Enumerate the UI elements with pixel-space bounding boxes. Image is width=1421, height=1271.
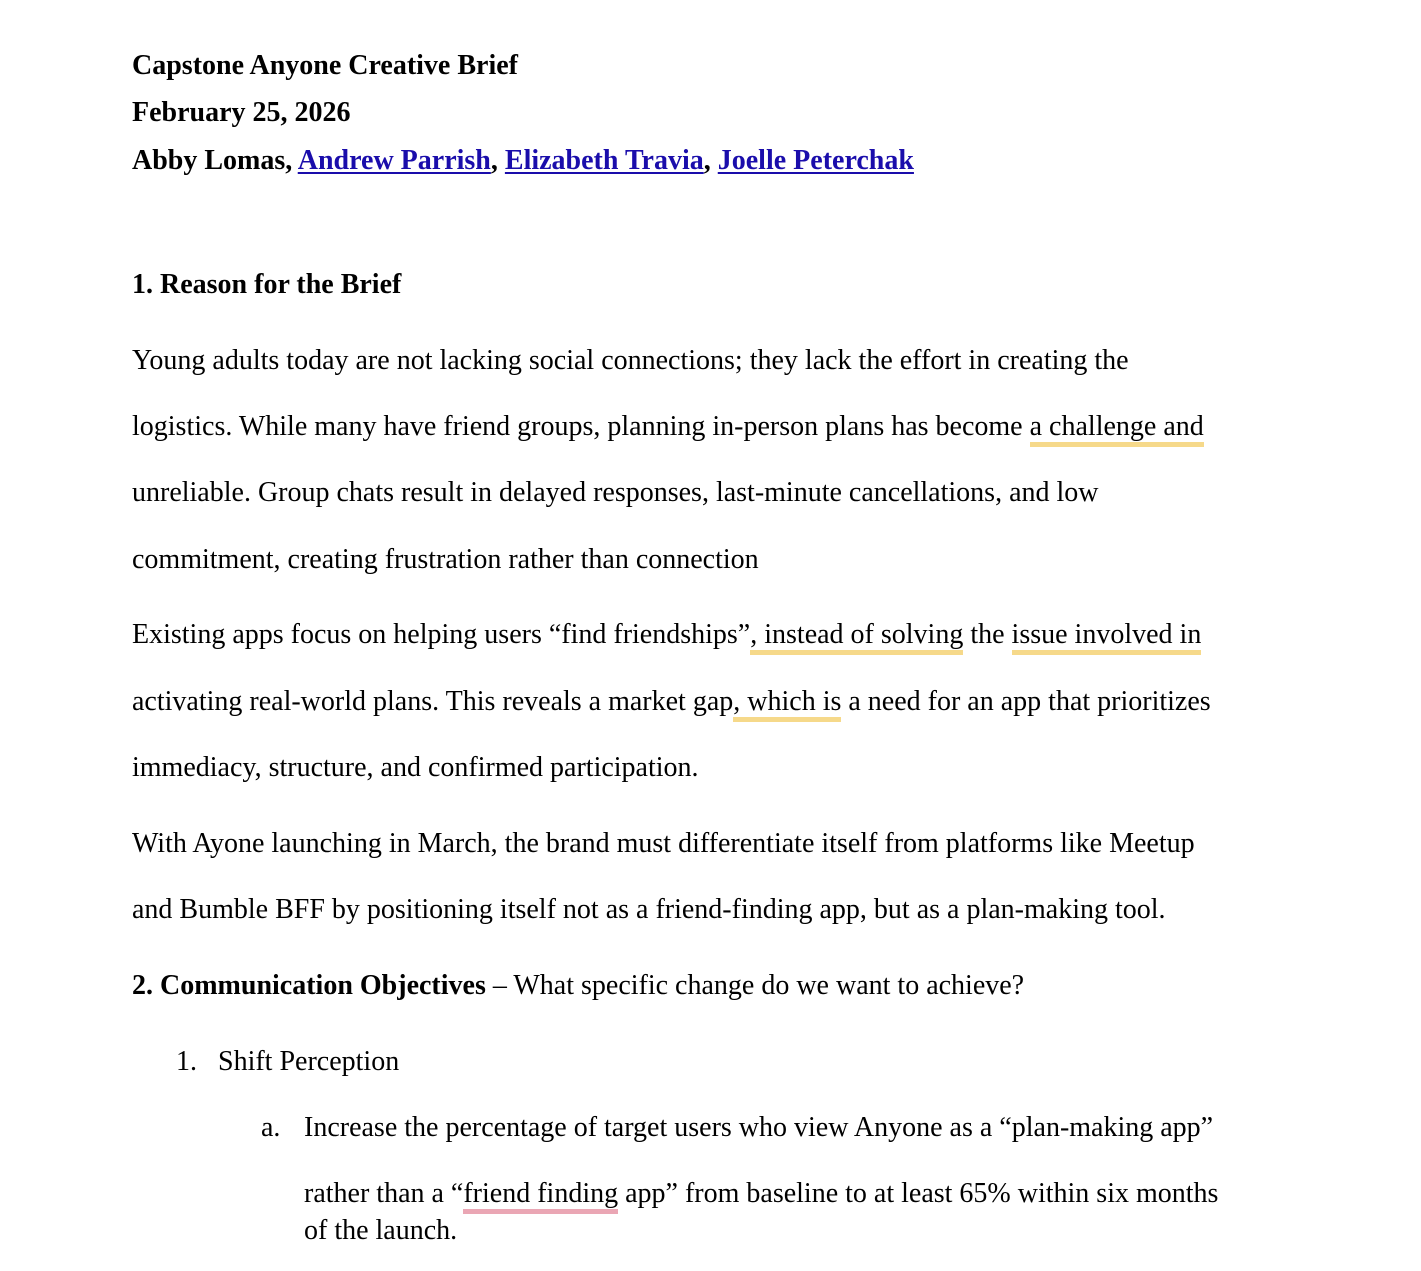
text-run: activating real-world plans. This reveals a market gap: [132, 686, 734, 717]
paragraph-line: commitment, creating frustration rather than connection: [132, 544, 759, 575]
paragraph-line: [132, 685, 1211, 719]
paragraph-line: and Bumble BFF by positioning itself not as a friend-finding app, but as a plan-making tool.: [132, 894, 1166, 925]
author-link-andrew-parrish[interactable]: Andrew Parrish: [297, 145, 491, 176]
author-line: [132, 144, 914, 178]
list-item-label: Shift Perception: [218, 1046, 400, 1077]
text-run: a need for an app that prioritizes: [841, 686, 1211, 717]
list-item-line: of the launch.: [304, 1215, 458, 1246]
document-title: Capstone Anyone Creative Brief: [132, 50, 518, 81]
section-heading-question: – What specific change do we want to achieve?: [485, 970, 1025, 1001]
spelling-suggestion[interactable]: friend finding: [463, 1178, 618, 1214]
author-separator: ,: [703, 145, 711, 176]
list-item-line: Increase the percentage of target users who view Anyone as a “plan-making app”: [304, 1112, 1214, 1143]
paragraph-line: With Ayone launching in March, the brand must differentiate itself from platforms like Meetup: [132, 828, 1195, 859]
text-run: rather than a “: [304, 1178, 464, 1209]
paragraph-line: [132, 410, 1204, 444]
text-run: Existing apps focus on helping users “find friendships”: [132, 619, 751, 650]
grammar-suggestion[interactable]: issue involved in: [1012, 619, 1202, 655]
author-plain: Abby Lomas,: [132, 145, 293, 176]
author-link-joelle-peterchak[interactable]: Joelle Peterchak: [717, 145, 914, 176]
list-number: 1.: [176, 1046, 197, 1077]
section-heading-objectives: [132, 969, 1024, 1003]
section-heading-reason: 1. Reason for the Brief: [132, 269, 402, 300]
paragraph-line: unreliable. Group chats result in delayed responses, last-minute cancellations, and low: [132, 477, 1099, 508]
list-letter: a.: [261, 1112, 281, 1143]
text-run: the: [963, 619, 1012, 650]
text-run: app” from baseline to at least 65% within six months: [618, 1178, 1219, 1209]
author-separator: ,: [490, 145, 498, 176]
grammar-suggestion[interactable]: , which is: [733, 686, 841, 722]
paragraph-line: Young adults today are not lacking social connections; they lack the effort in creating the: [132, 345, 1129, 376]
document-date: February 25, 2026: [132, 97, 351, 128]
author-link-elizabeth-travia[interactable]: Elizabeth Travia: [504, 145, 704, 176]
grammar-suggestion[interactable]: a challenge and: [1030, 411, 1204, 447]
paragraph-line: immediacy, structure, and confirmed participation.: [132, 752, 699, 783]
paragraph-line: [132, 618, 1201, 652]
grammar-suggestion[interactable]: , instead of solving: [750, 619, 963, 655]
section-heading-bold: 2. Communication Objectives: [132, 970, 486, 1001]
text-run: logistics. While many have friend groups, planning in-person plans has become: [132, 411, 1030, 442]
list-item-line: [304, 1177, 1218, 1211]
